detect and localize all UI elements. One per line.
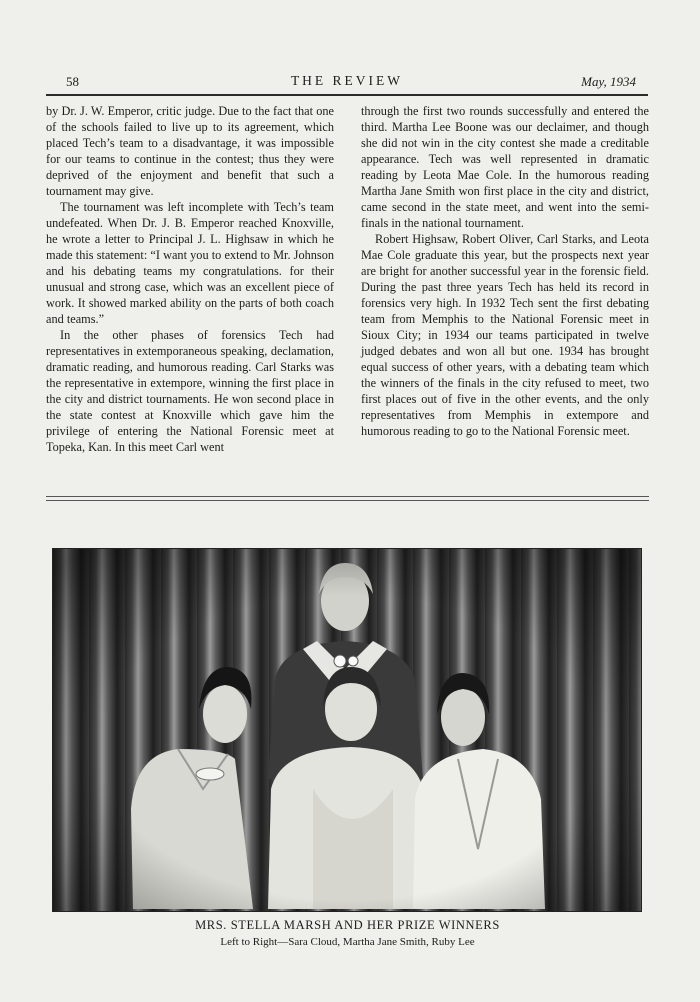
running-header bbox=[46, 72, 648, 96]
group-photograph bbox=[52, 548, 642, 912]
paragraph: through the first two rounds successfully and entered the third. Martha Lee Boone was our declaimer, and though she did not win in the city contest she made a creditable appearance. Tech was well represented in dramatic reading by Leota Mae Cole. In the humorous reading Martha Jane Smith won first place in the city and district, came second in the state meet, and went into the semi-finals in the national tournament. bbox=[361, 104, 649, 230]
section-divider bbox=[46, 496, 649, 497]
right-column bbox=[361, 103, 649, 439]
issue-date: May, 1934 bbox=[581, 74, 636, 89]
photo-caption bbox=[46, 918, 649, 948]
paragraph: by Dr. J. W. Emperor, critic judge. Due to the fact that one of the schools failed to live up to its agreement, which placed Tech’s team to a disadvantage, it was impossible for our teams to continue in the contest; thus they were deprived of the enjoyment and benefit that such a tournament may give. bbox=[46, 104, 334, 198]
photo-figures bbox=[53, 549, 641, 911]
caption-title: MRS. STELLA MARSH AND HER PRIZE WINNERS bbox=[195, 918, 500, 932]
left-column bbox=[46, 103, 334, 455]
caption-names: Left to Right—Sara Cloud, Martha Jane Smith, Ruby Lee bbox=[220, 936, 475, 948]
publication-title: THE REVIEW bbox=[290, 73, 404, 88]
page-number: 58 bbox=[66, 74, 79, 89]
paragraph: The tournament was left incomplete with Tech’s team undefeated. When Dr. J. B. Emperor reached Knoxville, he wrote a letter to Principal J. L. Highsaw in which he made this statement: “I want you to extend to Mr. Johnson and his debating teams my congratulations. for their unusual and strong case, which was an excellent piece of work. It showed marked ability on the parts of both coach and teams.” bbox=[46, 200, 334, 326]
paragraph: In the other phases of forensics Tech had representatives in extemporaneous speaking, declamation, dramatic reading, and humorous reading. Carl Starks was the representative in extempore, winning the first place in the city and district tournaments. He won second place in the state contest at Knoxville which gave him the privilege of entering the National Forensic meet at Topeka, Kan. In this meet Carl went bbox=[46, 328, 334, 454]
paragraph: Robert Highsaw, Robert Oliver, Carl Starks, and Leota Mae Cole graduate this year, but the prospects next year are bright for another successful year in the forensic field. During the past three years Tech has held its record in forensics very high. In 1932 Tech sent the first debating team from Memphis to the National Forensic meet in Sioux City; in 1934 our teams participated in twelve judged debates and won all but one. 1934 has brought equal success of other years, with a debating team which the winners of the finals in the city refused to meet, two first places out of five in the other events, and the only representatives from Memphis in extempore and humorous reading to go to the National Forensic meet. bbox=[361, 232, 649, 438]
section-divider bbox=[46, 500, 649, 501]
